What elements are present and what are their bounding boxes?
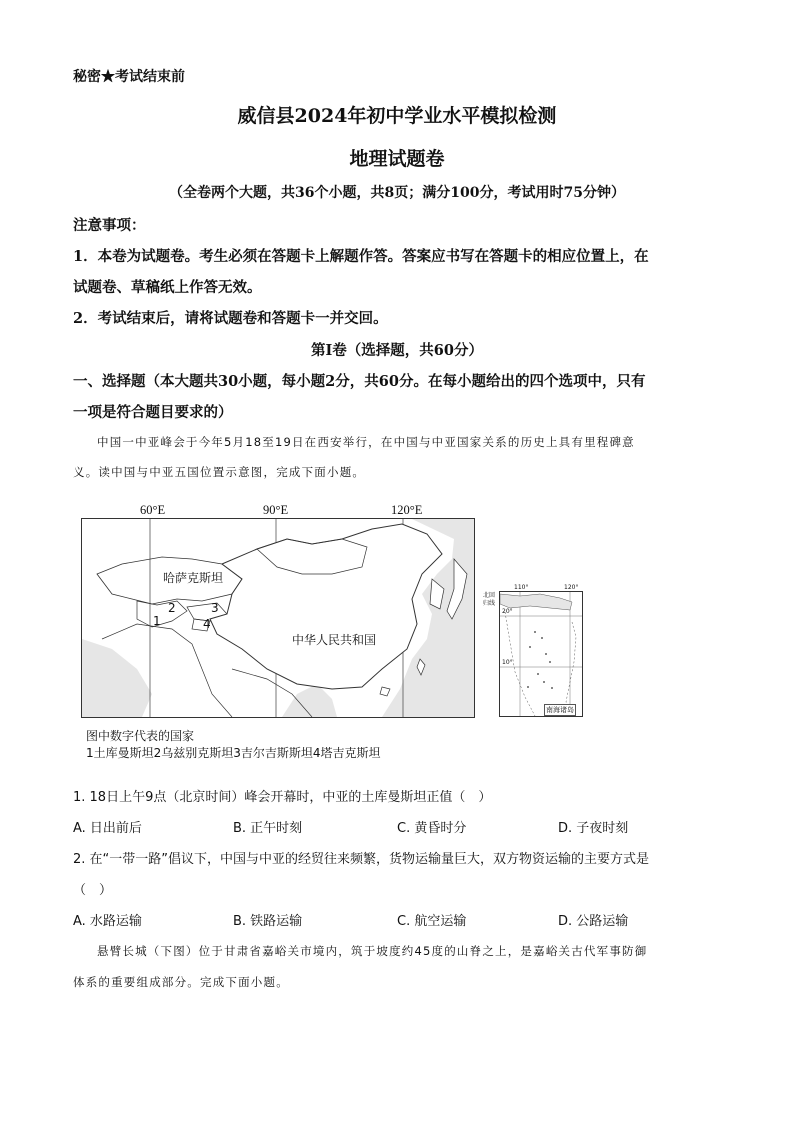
passage-2-line-2: 体系的重要组成部分。完成下面小题。 bbox=[73, 975, 289, 989]
question-2-option-a: A. 水路运输 bbox=[73, 914, 142, 929]
map-graphic bbox=[82, 519, 474, 717]
map-number-4: 4 bbox=[203, 617, 211, 631]
map-label-kazakhstan: 哈萨克斯坦 bbox=[163, 571, 224, 585]
china-central-asia-map bbox=[81, 518, 475, 718]
passage-2-line-1: 悬臂长城（下图）位于甘肃省嘉峪关市境内，筑于坡度约45度的山脊之上，是嘉峪关古代军事防御 bbox=[97, 944, 648, 958]
question-2-option-c: C. 航空运输 bbox=[397, 914, 467, 929]
map-number-2: 2 bbox=[168, 601, 176, 615]
confidential-label: 秘密★考试结束前 bbox=[73, 69, 185, 85]
lon-label-90e: 90°E bbox=[263, 503, 289, 517]
question-2-stem-line-1: 2. 在“一带一路”倡议下，中国与中亚的经贸往来频繁，货物运输量巨大，双方物资运输的主要方式是 bbox=[73, 852, 650, 867]
map-caption-line-1: 图中数字代表的国家 bbox=[86, 729, 195, 743]
section-heading-line-1: 一、选择题（本大题共30小题，每小题2分，共60分。在每小题给出的四个选项中，只有 bbox=[73, 373, 646, 390]
question-1-option-d: D. 子夜时刻 bbox=[558, 821, 629, 836]
inset-label-south-china-sea-islands: 南海诸岛 bbox=[546, 706, 574, 714]
inset-lat-label-20: 20° bbox=[502, 608, 513, 615]
notice-heading: 注意事项： bbox=[73, 217, 146, 234]
question-1-option-c: C. 黄昏时分 bbox=[397, 821, 467, 836]
map-number-3: 3 bbox=[211, 601, 219, 615]
section-heading-line-2: 一项是符合题目要求的） bbox=[73, 404, 233, 421]
question-1-option-b: B. 正午时刻 bbox=[233, 821, 303, 836]
passage-1-line-2: 义。读中国与中亚五国位置示意图，完成下面小题。 bbox=[73, 465, 366, 479]
part-title: 第Ⅰ卷（选择题，共60分） bbox=[311, 342, 483, 359]
map-caption-line-2: 1土库曼斯坦2乌兹别克斯坦3吉尔吉斯斯坦4塔吉克斯坦 bbox=[86, 746, 381, 760]
inset-corner-label-1: 北回 bbox=[483, 592, 496, 599]
question-1-stem: 1. 18日上午9点（北京时间）峰会开幕时，中亚的土库曼斯坦正值（ ） bbox=[73, 790, 492, 805]
lon-label-60e: 60°E bbox=[140, 503, 166, 517]
notice-item-1-line-1: 1．本卷为试题卷。考生必须在答题卡上解题作答。答案应书写在答题卡的相应位置上，在 bbox=[73, 248, 649, 265]
inset-lon-label-110: 110° bbox=[514, 584, 529, 591]
inset-corner-label-2: 归线 bbox=[483, 600, 496, 607]
inset-lon-label-120: 120° bbox=[564, 584, 579, 591]
passage-1-line-1: 中国一中亚峰会于今年5月18至19日在西安举行，在中国与中亚国家关系的历史上具有里程碑意 bbox=[97, 435, 635, 449]
question-1-option-a: A. 日出前后 bbox=[73, 821, 142, 836]
inset-lat-label-10: 10° bbox=[502, 659, 513, 666]
notice-item-1-line-2: 试题卷、草稿纸上作答无效。 bbox=[73, 279, 262, 296]
map-number-1: 1 bbox=[153, 614, 161, 628]
question-2-option-d: D. 公路运输 bbox=[558, 914, 629, 929]
map-label-china: 中华人民共和国 bbox=[292, 633, 377, 647]
exam-title: 威信县2024年初中学业水平模拟检测 bbox=[237, 105, 557, 127]
south-china-sea-inset-map bbox=[499, 591, 583, 717]
notice-item-2: 2．考试结束后，请将试题卷和答题卡一并交回。 bbox=[73, 310, 388, 327]
question-2-stem-line-2: （ ） bbox=[73, 883, 113, 898]
lon-label-120e: 120°E bbox=[391, 503, 423, 517]
exam-note: （全卷两个大题，共36个小题，共8页；满分100分，考试用时75分钟） bbox=[169, 185, 625, 201]
subject-title: 地理试题卷 bbox=[349, 148, 445, 170]
question-2-option-b: B. 铁路运输 bbox=[233, 914, 303, 929]
